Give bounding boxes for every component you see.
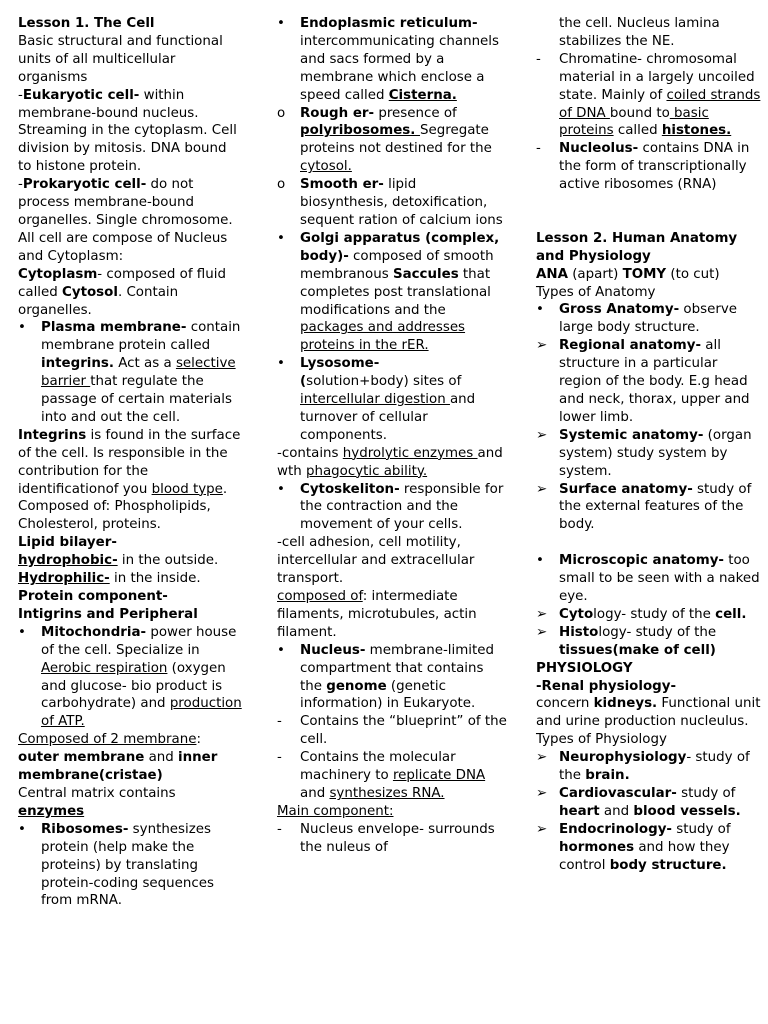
anatomy-etymology: ANA (apart) TOMY (to cut) bbox=[536, 266, 720, 282]
bullet-marker: • bbox=[18, 821, 26, 837]
bullet-marker: • bbox=[18, 320, 26, 336]
column-1 bbox=[18, 15, 243, 910]
bullet-marker: • bbox=[277, 642, 285, 658]
enzymes-line: enzymes bbox=[18, 803, 85, 819]
hydrolytic-line: -contains hydrolytic enzymes and wth phagocytic ability. bbox=[277, 445, 503, 479]
bullet-marker: • bbox=[277, 481, 285, 497]
rough-er-item: o Rough er- presence of polyribosomes. Segregate proteins not destined for the cytosol. bbox=[277, 105, 492, 175]
dash-marker: - bbox=[277, 714, 282, 730]
lysosome-item: • Lysosome- (solution+body) sites of intercellular digestion and turnover of cellular components. bbox=[277, 356, 476, 443]
lipid-bilayer-heading: Lipid bilayer- bbox=[18, 535, 117, 551]
hydrophilic-line: Hydrophilic- in the inside. bbox=[18, 571, 201, 587]
plasma-membrane-item: • Plasma membrane- contain membrane protein called integrins. Act as a selective barrier that regulate the passage of certain materials into and out the cell. bbox=[18, 320, 241, 425]
renal-physiology-heading: -Renal physiology- bbox=[536, 678, 677, 694]
column-3 bbox=[536, 15, 762, 874]
circle-marker: o bbox=[277, 105, 286, 121]
arrow-marker: ➢ bbox=[536, 338, 548, 354]
composed-of-line: composed of: intermediate filaments, microtubules, actin filament. bbox=[277, 589, 477, 640]
main-component-line: Main component: bbox=[277, 803, 394, 819]
cardiovascular-item: ➢ Cardiovascular- study of heart and blood vessels. bbox=[536, 785, 741, 819]
arrow-marker: ➢ bbox=[536, 481, 548, 497]
intigrins-heading: Intigrins and Peripheral bbox=[18, 606, 198, 622]
column-2 bbox=[277, 15, 507, 857]
types-of-anatomy: Types of Anatomy bbox=[536, 284, 656, 300]
cytology-item: ➢ Cytology- study of the cell. bbox=[536, 606, 747, 622]
chromatine-item: - Chromatine- chromosomal material in a largely uncoiled state. Mainly of coiled strands of DNA bound to basic proteins called histones. bbox=[536, 51, 761, 139]
nucleolus-item: - Nucleolus- contains DNA in the form of transcriptionally active ribosomes (RNA) bbox=[536, 141, 750, 193]
central-matrix-line: Central matrix contains bbox=[18, 785, 176, 801]
prokaryotic-paragraph: -Prokaryotic cell- do not process membrane-bound organelles. Single chromosome. bbox=[18, 177, 233, 228]
arrow-marker: ➢ bbox=[536, 785, 548, 801]
dash-marker: - bbox=[536, 141, 541, 157]
bullet-marker: • bbox=[277, 16, 285, 31]
circle-marker: o bbox=[277, 177, 286, 193]
blueprint-item: - Contains the “blueprint” of the cell. bbox=[277, 714, 507, 748]
composed-membrane-line: Composed of 2 membrane: bbox=[18, 732, 201, 748]
envelope-item: - Nucleus envelope- surrounds the nuleus of bbox=[277, 821, 495, 855]
cytoskeleton-item: • Cytoskeliton- responsible for the contraction and the movement of your cells. bbox=[277, 481, 504, 533]
cytoplasm-paragraph: Cytoplasm- composed of fluid called Cytosol. Contain organelles. bbox=[18, 266, 226, 318]
neurophysiology-item: ➢ Neurophysiology- study of the brain. bbox=[536, 750, 750, 784]
regional-anatomy-item: ➢ Regional anatomy- all structure in a particular region of the body. E.g head and neck, thorax, upper and lower limb. bbox=[536, 338, 750, 425]
arrow-marker: ➢ bbox=[536, 624, 548, 640]
bullet-marker: • bbox=[277, 230, 285, 246]
microscopic-anatomy-item: • Microscopic anatomy- too small to be seen with a naked eye. bbox=[536, 553, 760, 604]
arrow-marker: ➢ bbox=[536, 821, 548, 837]
surface-anatomy-item: ➢ Surface anatomy- study of the external features of the body. bbox=[536, 481, 752, 533]
endocrinology-item: ➢ Endocrinology- study of hormones and how they control body structure. bbox=[536, 821, 731, 873]
types-of-physiology: Types of Physiology bbox=[536, 732, 667, 748]
lesson1-title: Lesson 1. The Cell bbox=[18, 16, 155, 31]
compose-paragraph: All cell are compose of Nucleus and Cytoplasm: bbox=[18, 230, 228, 264]
arrow-marker: ➢ bbox=[536, 427, 548, 443]
intro-text: Basic structural and functional units of all multicellular organisms bbox=[18, 33, 223, 85]
protein-component-heading: Protein component- bbox=[18, 589, 168, 604]
eukaryotic-paragraph: -Eukaryotic cell- within membrane-bound nucleus. Streaming in the cytoplasm. Cell division by mitosis. DNA bound to histone protein. bbox=[18, 87, 237, 175]
envelope-continued: the cell. Nucleus lamina stabilizes the NE. bbox=[559, 16, 720, 49]
histology-item: ➢ Histology- study of the tissues(make of cell) bbox=[536, 624, 717, 658]
lesson2-title: Lesson 2. Human Anatomy and Physiology bbox=[536, 230, 738, 264]
dash-marker: - bbox=[536, 51, 541, 67]
dash-marker: - bbox=[277, 750, 282, 766]
systemic-anatomy-item: ➢ Systemic anatomy- (organ system) study system by system. bbox=[536, 427, 752, 479]
integrins-paragraph: Integrins is found in the surface of the cell. Is responsible in the contribution for the identificationof you blood type. Composed of: Phospholipids, Cholesterol, proteins. bbox=[18, 427, 241, 533]
outer-inner-membrane: outer membrane and inner membrane(cristae) bbox=[18, 750, 218, 784]
ribosomes-item: • Ribosomes- synthesizes protein (help make the proteins) by translating protein-coding sequences from mRNA. bbox=[18, 821, 214, 909]
er-item: • Endoplasmic reticulum- intercommunicating channels and sacs formed by a membrane which enclose a speed called Cisterna. bbox=[277, 16, 499, 103]
bullet-marker: • bbox=[277, 356, 285, 372]
nucleus-item: • Nucleus- membrane-limited compartment that contains the genome (genetic information) in Eukaryote. bbox=[277, 642, 494, 712]
cell-adhesion-line: -cell adhesion, cell motility, intercellular and extracellular transport. bbox=[277, 535, 475, 587]
bullet-marker: • bbox=[18, 624, 26, 640]
arrow-marker: ➢ bbox=[536, 606, 548, 622]
gross-anatomy-item: • Gross Anatomy- observe large body structure. bbox=[536, 302, 738, 336]
bullet-marker: • bbox=[536, 302, 544, 318]
dash-marker: - bbox=[277, 821, 282, 837]
arrow-marker: ➢ bbox=[536, 750, 548, 766]
bullet-marker: • bbox=[536, 553, 544, 569]
smooth-er-item: o Smooth er- lipid biosynthesis, detoxification, sequent ration of calcium ions bbox=[277, 177, 503, 228]
renal-description: concern kidneys. Functional unit and urine production nucleulus. bbox=[536, 696, 761, 730]
golgi-item: • Golgi apparatus (complex, body)- composed of smooth membranous Saccules that completes post translational modifications and the packages and addresses proteins in the rER. bbox=[277, 230, 500, 354]
mitochondria-item: • Mitochondria- power house of the cell. Specialize in Aerobic respiration (oxygen and glucose- bio product is carbohydrate) and production of ATP. bbox=[18, 624, 242, 730]
hydrophobic-line: hydrophobic- in the outside. bbox=[18, 553, 219, 569]
machinery-item: - Contains the molecular machinery to replicate DNA and synthesizes RNA. bbox=[277, 750, 486, 801]
physiology-heading: PHYSIOLOGY bbox=[536, 660, 633, 676]
